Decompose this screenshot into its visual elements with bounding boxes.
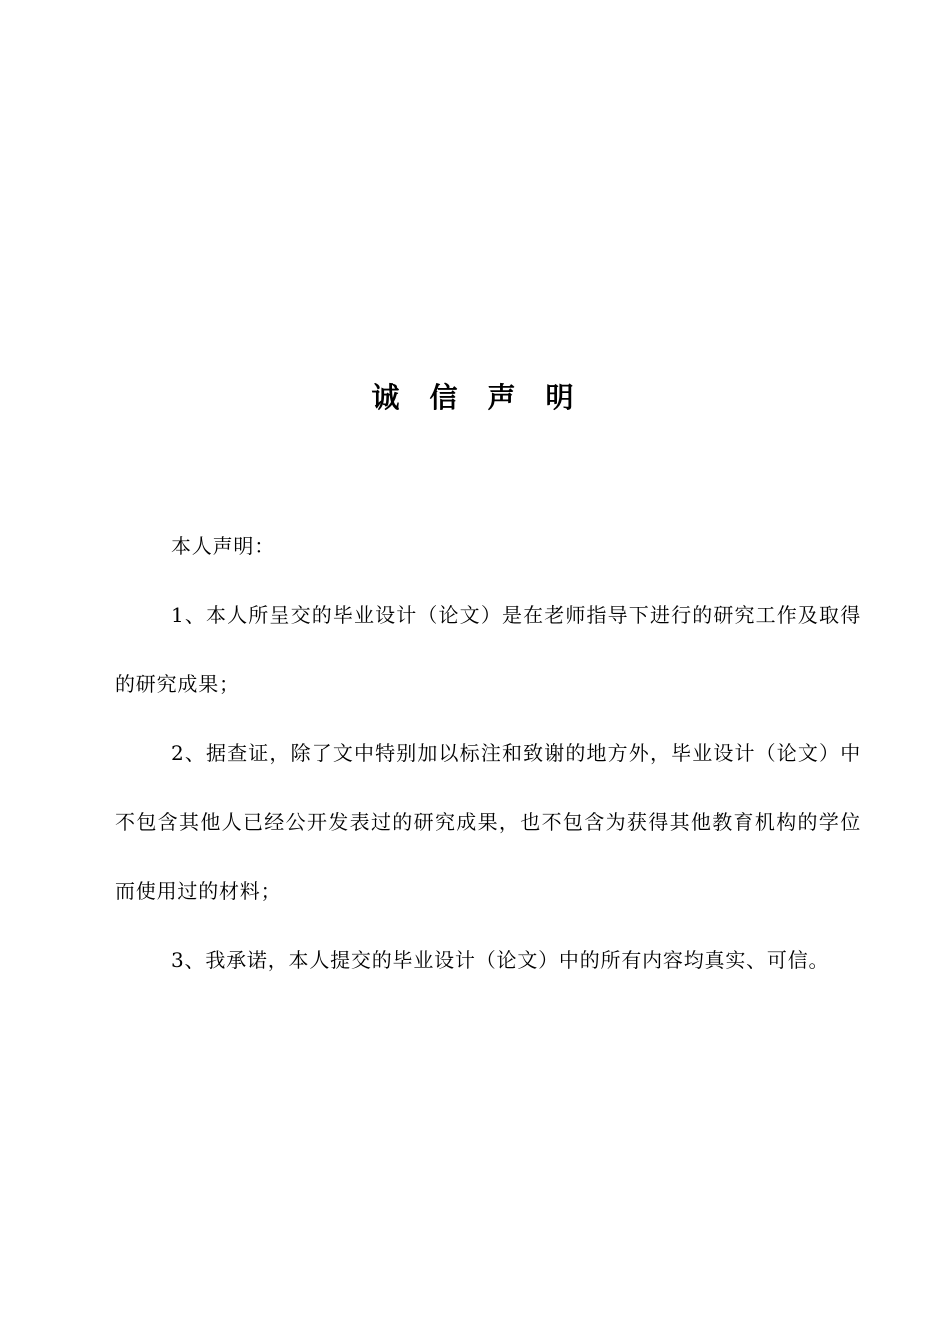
declaration-item-2: 2、据查证，除了文中特别加以标注和致谢的地方外，毕业设计（论文）中不包含其他人已经公开发表过的研究成果，也不包含为获得其他教育机构的学位而使用过的材料；	[115, 741, 861, 903]
declaration-item-3: 3、我承诺，本人提交的毕业设计（论文）中的所有内容均真实、可信。	[171, 948, 830, 972]
page-title: 诚信声明	[371, 381, 604, 414]
declaration-body	[115, 512, 861, 995]
declaration-intro: 本人声明：	[171, 534, 275, 558]
declaration-item-1: 1、本人所呈交的毕业设计（论文）是在老师指导下进行的研究工作及取得的研究成果；	[115, 603, 861, 696]
